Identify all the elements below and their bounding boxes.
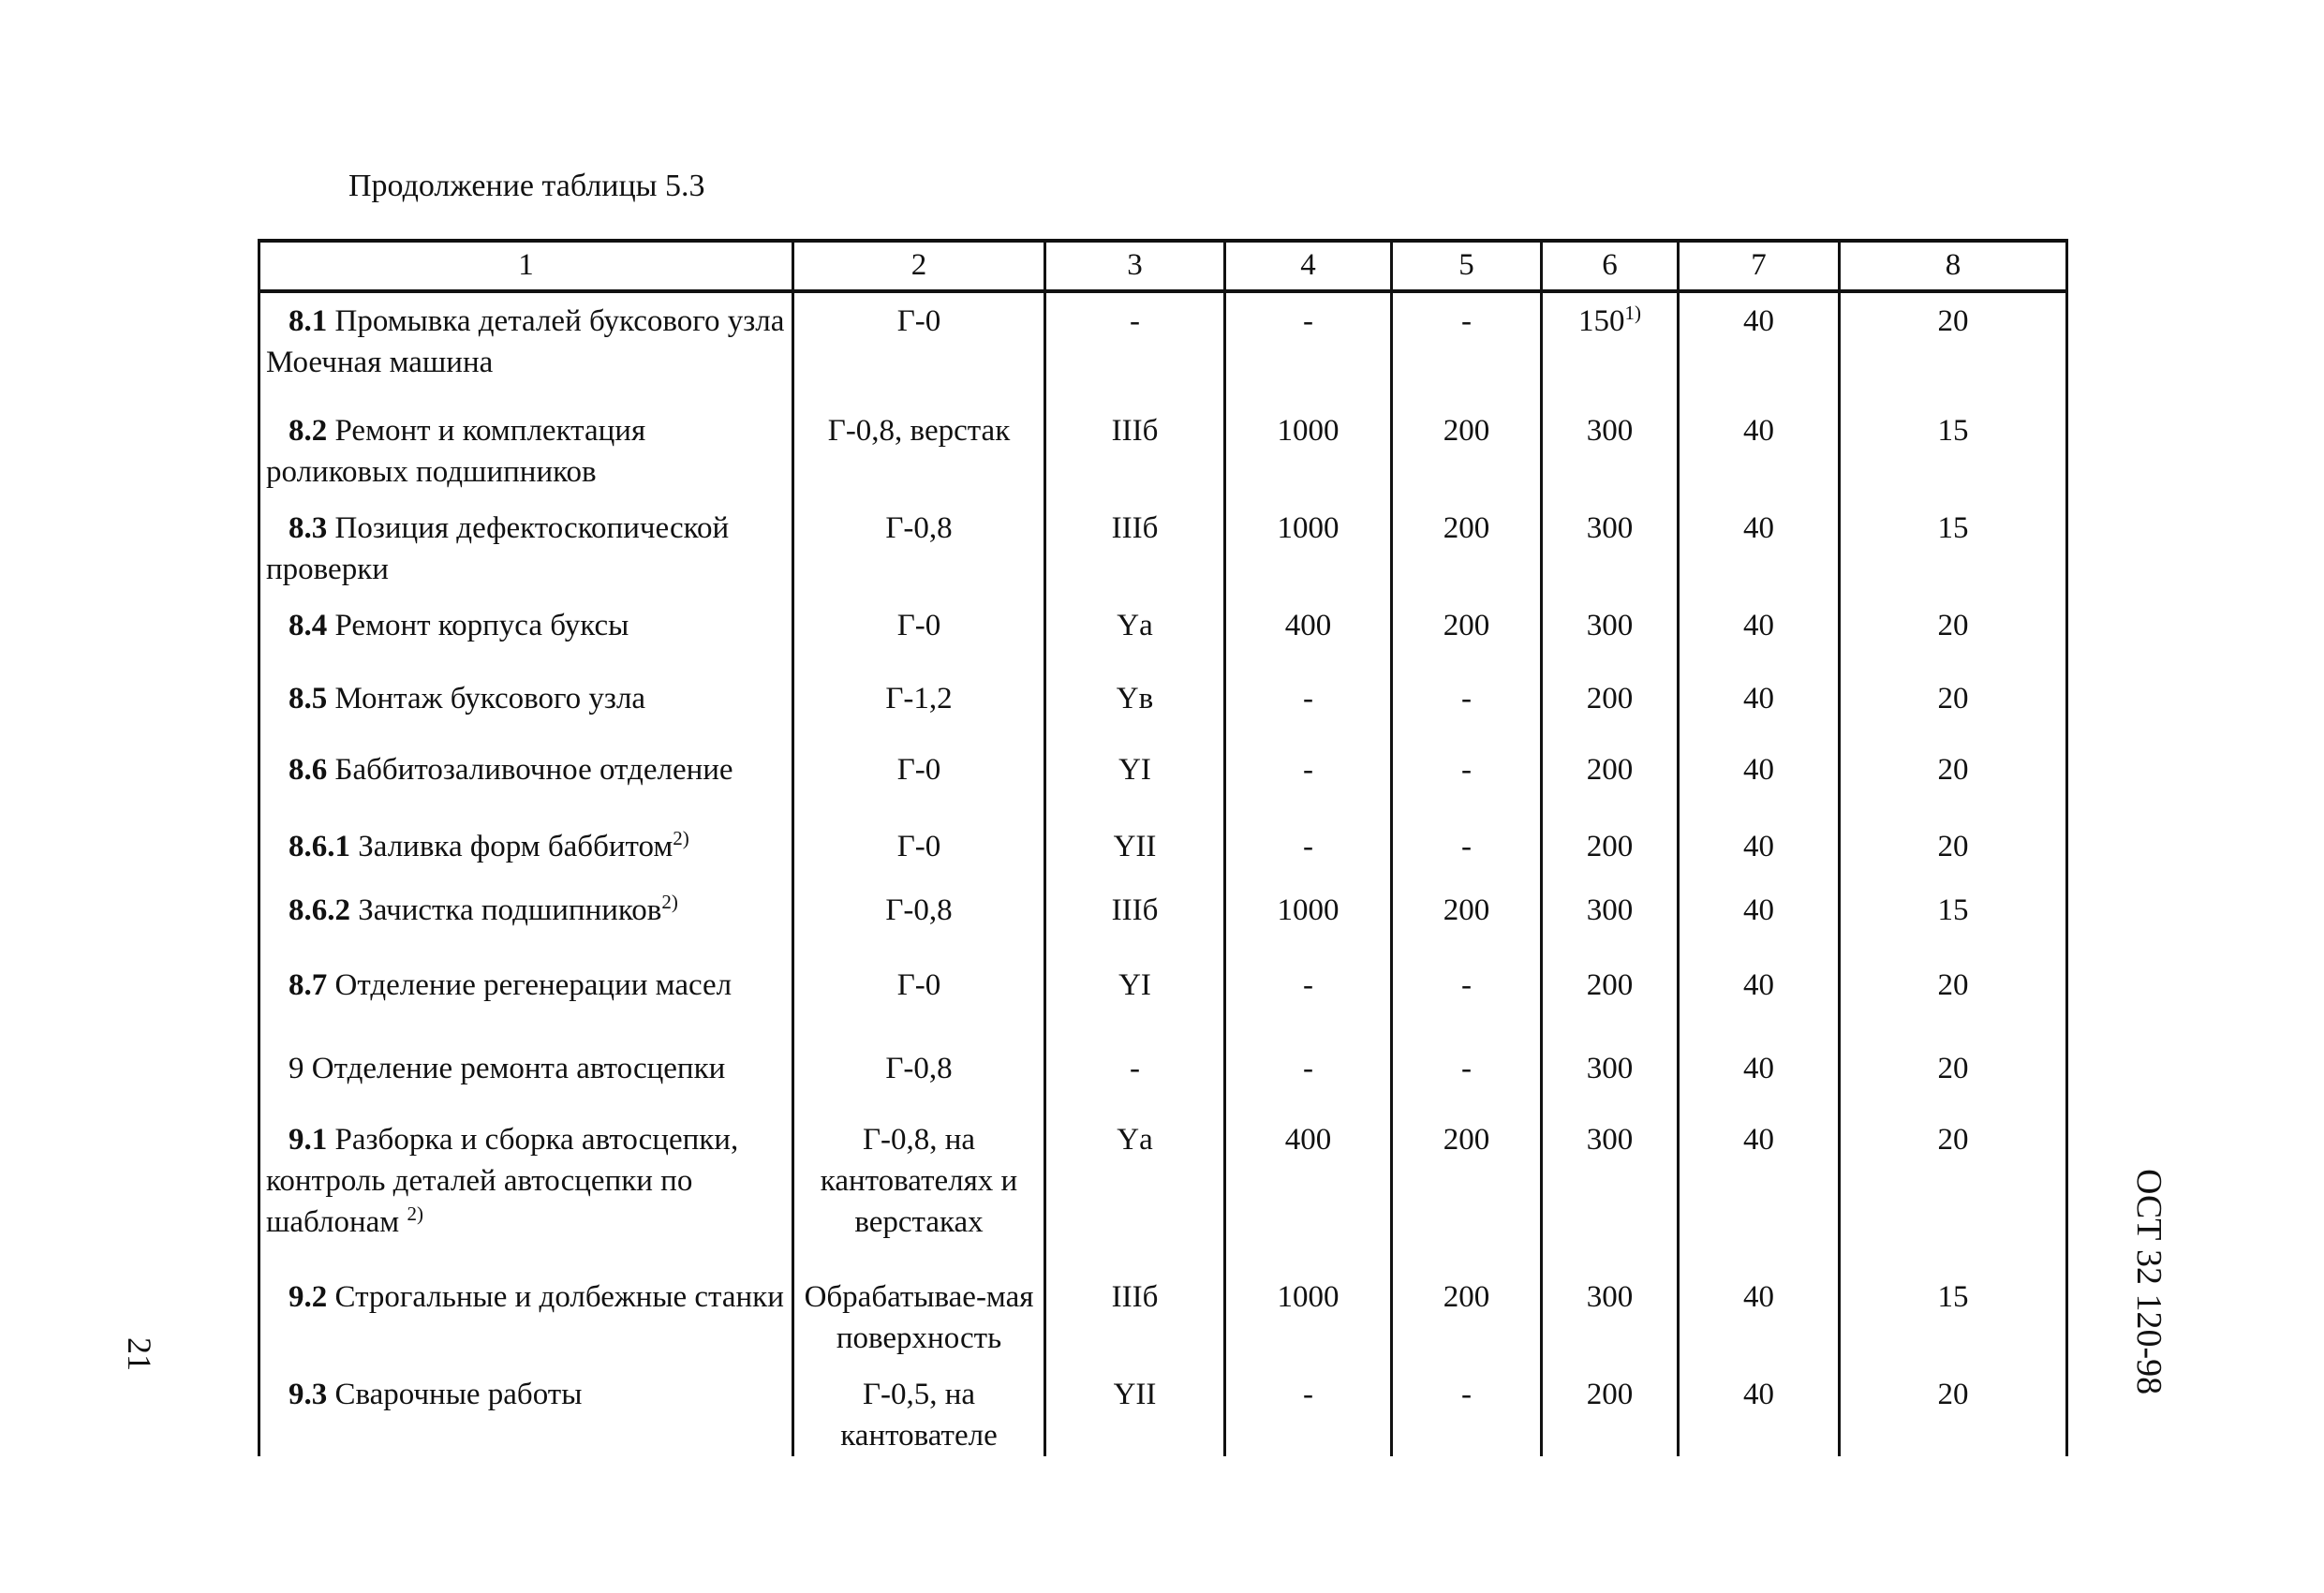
- cell: -: [1392, 291, 1542, 406]
- cell: 40: [1679, 1269, 1840, 1374]
- cell: 1000: [1225, 886, 1392, 965]
- cell: 300: [1542, 601, 1679, 674]
- cell: 300: [1542, 1115, 1679, 1269]
- cell: 200: [1542, 674, 1679, 745]
- cell: -: [1392, 965, 1542, 1044]
- cell: Г-1,2: [793, 674, 1045, 745]
- row-number: 8.6.1: [289, 830, 350, 863]
- cell: 40: [1679, 601, 1840, 674]
- row-name-cell: [259, 1044, 793, 1115]
- cell: -: [1045, 1044, 1225, 1115]
- cell: 40: [1679, 1374, 1840, 1456]
- cell: Г-0,8, на кантователях и верстаках: [793, 1115, 1045, 1269]
- row-name-cell: [259, 1269, 793, 1374]
- cell: IIIб: [1045, 504, 1225, 601]
- cell: Г-0,8: [793, 1044, 1045, 1115]
- cell: 200: [1392, 886, 1542, 965]
- cell: 15: [1840, 406, 2067, 504]
- table-row: [259, 674, 2067, 745]
- table-row: [259, 1115, 2067, 1269]
- footnote-mark: 2): [661, 891, 678, 913]
- cell: -: [1225, 674, 1392, 745]
- row-name-cell: [259, 745, 793, 817]
- cell: 400: [1225, 601, 1392, 674]
- header-cell: 4: [1225, 241, 1392, 291]
- row-name-cell: [259, 406, 793, 504]
- row-name: Зачистка подшипников: [350, 893, 662, 927]
- row-name-cell: [259, 965, 793, 1044]
- row-name: Строгальные и долбежные станки: [327, 1280, 784, 1314]
- cell: 200: [1542, 745, 1679, 817]
- row-number: 9.2: [289, 1280, 328, 1314]
- cell: 20: [1840, 965, 2067, 1044]
- cell: 20: [1840, 1044, 2067, 1115]
- header-cell: 6: [1542, 241, 1679, 291]
- table-row: [259, 886, 2067, 965]
- cell: Г-0: [793, 965, 1045, 1044]
- row-number: 8.4: [289, 609, 328, 642]
- cell: Г-0: [793, 291, 1045, 406]
- row-name-cell: [259, 886, 793, 965]
- cell: 200: [1392, 1269, 1542, 1374]
- footnote-mark: 1): [1624, 302, 1641, 324]
- cell: -: [1225, 817, 1392, 886]
- cell: 1000: [1225, 504, 1392, 601]
- row-number: 8.6.2: [289, 893, 350, 927]
- cell: 200: [1392, 406, 1542, 504]
- row-number: 9.3: [289, 1378, 328, 1411]
- row-number: 8.2: [289, 414, 328, 448]
- row-number: 8.7: [289, 968, 328, 1002]
- cell: 300: [1542, 406, 1679, 504]
- cell: Г-0,8, верстак: [793, 406, 1045, 504]
- cell: Г-0: [793, 817, 1045, 886]
- cell: 40: [1679, 745, 1840, 817]
- row-number: 9: [289, 1052, 304, 1085]
- cell: -: [1392, 817, 1542, 886]
- cell: 300: [1542, 886, 1679, 965]
- header-cell: 1: [259, 241, 793, 291]
- cell: 20: [1840, 601, 2067, 674]
- cell: 20: [1840, 291, 2067, 406]
- cell: 1000: [1225, 406, 1392, 504]
- cell: YI: [1045, 965, 1225, 1044]
- cell: 40: [1679, 817, 1840, 886]
- cell: 400: [1225, 1115, 1392, 1269]
- cell: 20: [1840, 674, 2067, 745]
- row-name-cell: [259, 1115, 793, 1269]
- cell: -: [1392, 1044, 1542, 1115]
- row-name-cell: [259, 291, 793, 406]
- cell: 200: [1542, 817, 1679, 886]
- table-row: [259, 817, 2067, 886]
- cell: 200: [1392, 1115, 1542, 1269]
- cell: -: [1225, 1374, 1392, 1456]
- row-number: 8.5: [289, 682, 328, 715]
- cell: Г-0: [793, 745, 1045, 817]
- cell: -: [1392, 1374, 1542, 1456]
- cell: 200: [1542, 1374, 1679, 1456]
- footnote-mark: 2): [407, 1202, 423, 1225]
- cell: 40: [1679, 886, 1840, 965]
- cell: 15: [1840, 886, 2067, 965]
- cell: 20: [1840, 1374, 2067, 1456]
- footnote-mark: 2): [673, 827, 689, 849]
- cell: Обрабатывае-мая поверхность: [793, 1269, 1045, 1374]
- cell: -: [1225, 1044, 1392, 1115]
- page-number: 21: [121, 1337, 158, 1371]
- cell: 20: [1840, 1115, 2067, 1269]
- row-name: Баббитозаливочное отделение: [327, 753, 733, 787]
- cell: 15: [1840, 504, 2067, 601]
- row-name-cell: [259, 817, 793, 886]
- table-row: [259, 1269, 2067, 1374]
- header-cell: 2: [793, 241, 1045, 291]
- cell: Г-0,8: [793, 886, 1045, 965]
- cell: -: [1392, 674, 1542, 745]
- cell: 300: [1542, 504, 1679, 601]
- row-number: 8.1: [289, 304, 328, 338]
- cell: 40: [1679, 674, 1840, 745]
- cell: IIIб: [1045, 886, 1225, 965]
- cell: 20: [1840, 817, 2067, 886]
- cell: 1000: [1225, 1269, 1392, 1374]
- cell-value: 150: [1578, 304, 1625, 338]
- cell: 200: [1392, 601, 1542, 674]
- cell: 40: [1679, 1115, 1840, 1269]
- cell: IIIб: [1045, 406, 1225, 504]
- cell: 300: [1542, 1269, 1679, 1374]
- cell: -: [1045, 291, 1225, 406]
- table-row: [259, 291, 2067, 406]
- cell: 200: [1542, 965, 1679, 1044]
- cell: 40: [1679, 965, 1840, 1044]
- cell: 40: [1679, 1044, 1840, 1115]
- cell: -: [1392, 745, 1542, 817]
- row-name: Ремонт и комплектация роликовых подшипников: [266, 414, 646, 489]
- row-name-cell: [259, 504, 793, 601]
- cell: 20: [1840, 745, 2067, 817]
- row-name: Заливка форм баббитом: [350, 830, 674, 863]
- cell: -: [1225, 745, 1392, 817]
- cell: YI: [1045, 745, 1225, 817]
- header-cell: 8: [1840, 241, 2067, 291]
- table-row: [259, 504, 2067, 601]
- header-row: [259, 241, 2067, 291]
- row-name: Промывка деталей буксового узла Моечная машина: [266, 304, 785, 379]
- cell: 40: [1679, 291, 1840, 406]
- document-code: ОСТ 32 120-98: [2129, 1169, 2169, 1395]
- cell: 300: [1542, 1044, 1679, 1115]
- cell: YII: [1045, 1374, 1225, 1456]
- row-name: Отделение ремонта автосцепки: [303, 1052, 726, 1085]
- row-name-cell: [259, 1374, 793, 1456]
- table-caption: Продолжение таблицы 5.3: [348, 169, 705, 203]
- header-cell: 7: [1679, 241, 1840, 291]
- row-name: Ремонт корпуса буксы: [327, 609, 629, 642]
- cell: -: [1225, 965, 1392, 1044]
- cell: Г-0,8: [793, 504, 1045, 601]
- row-name-cell: [259, 674, 793, 745]
- row-name: Сварочные работы: [327, 1378, 583, 1411]
- cell: 15: [1840, 1269, 2067, 1374]
- table-row: [259, 1044, 2067, 1115]
- cell: IIIб: [1045, 1269, 1225, 1374]
- row-name: Монтаж буксового узла: [327, 682, 646, 715]
- header-cell: 5: [1392, 241, 1542, 291]
- row-number: 8.3: [289, 511, 328, 545]
- table-row: [259, 601, 2067, 674]
- data-table: [258, 239, 2068, 1456]
- cell: Yа: [1045, 601, 1225, 674]
- table-row: [259, 406, 2067, 504]
- cell: Yа: [1045, 1115, 1225, 1269]
- table-row: [259, 965, 2067, 1044]
- table-row: [259, 1374, 2067, 1456]
- row-name: Разборка и сборка автосцепки, контроль деталей автосцепки по шаблонам: [266, 1123, 739, 1239]
- row-name: Отделение регенерации масел: [327, 968, 733, 1002]
- header-cell: 3: [1045, 241, 1225, 291]
- row-number: 9.1: [289, 1123, 328, 1157]
- cell: Г-0: [793, 601, 1045, 674]
- cell: [1542, 291, 1679, 406]
- cell: 40: [1679, 406, 1840, 504]
- cell: 40: [1679, 504, 1840, 601]
- cell: Yв: [1045, 674, 1225, 745]
- row-name: Позиция дефектоскопической проверки: [266, 511, 730, 586]
- row-name-cell: [259, 601, 793, 674]
- table-row: [259, 745, 2067, 817]
- cell: 200: [1392, 504, 1542, 601]
- row-number: 8.6: [289, 753, 328, 787]
- cell: YII: [1045, 817, 1225, 886]
- cell: -: [1225, 291, 1392, 406]
- cell: Г-0,5, на кантователе: [793, 1374, 1045, 1456]
